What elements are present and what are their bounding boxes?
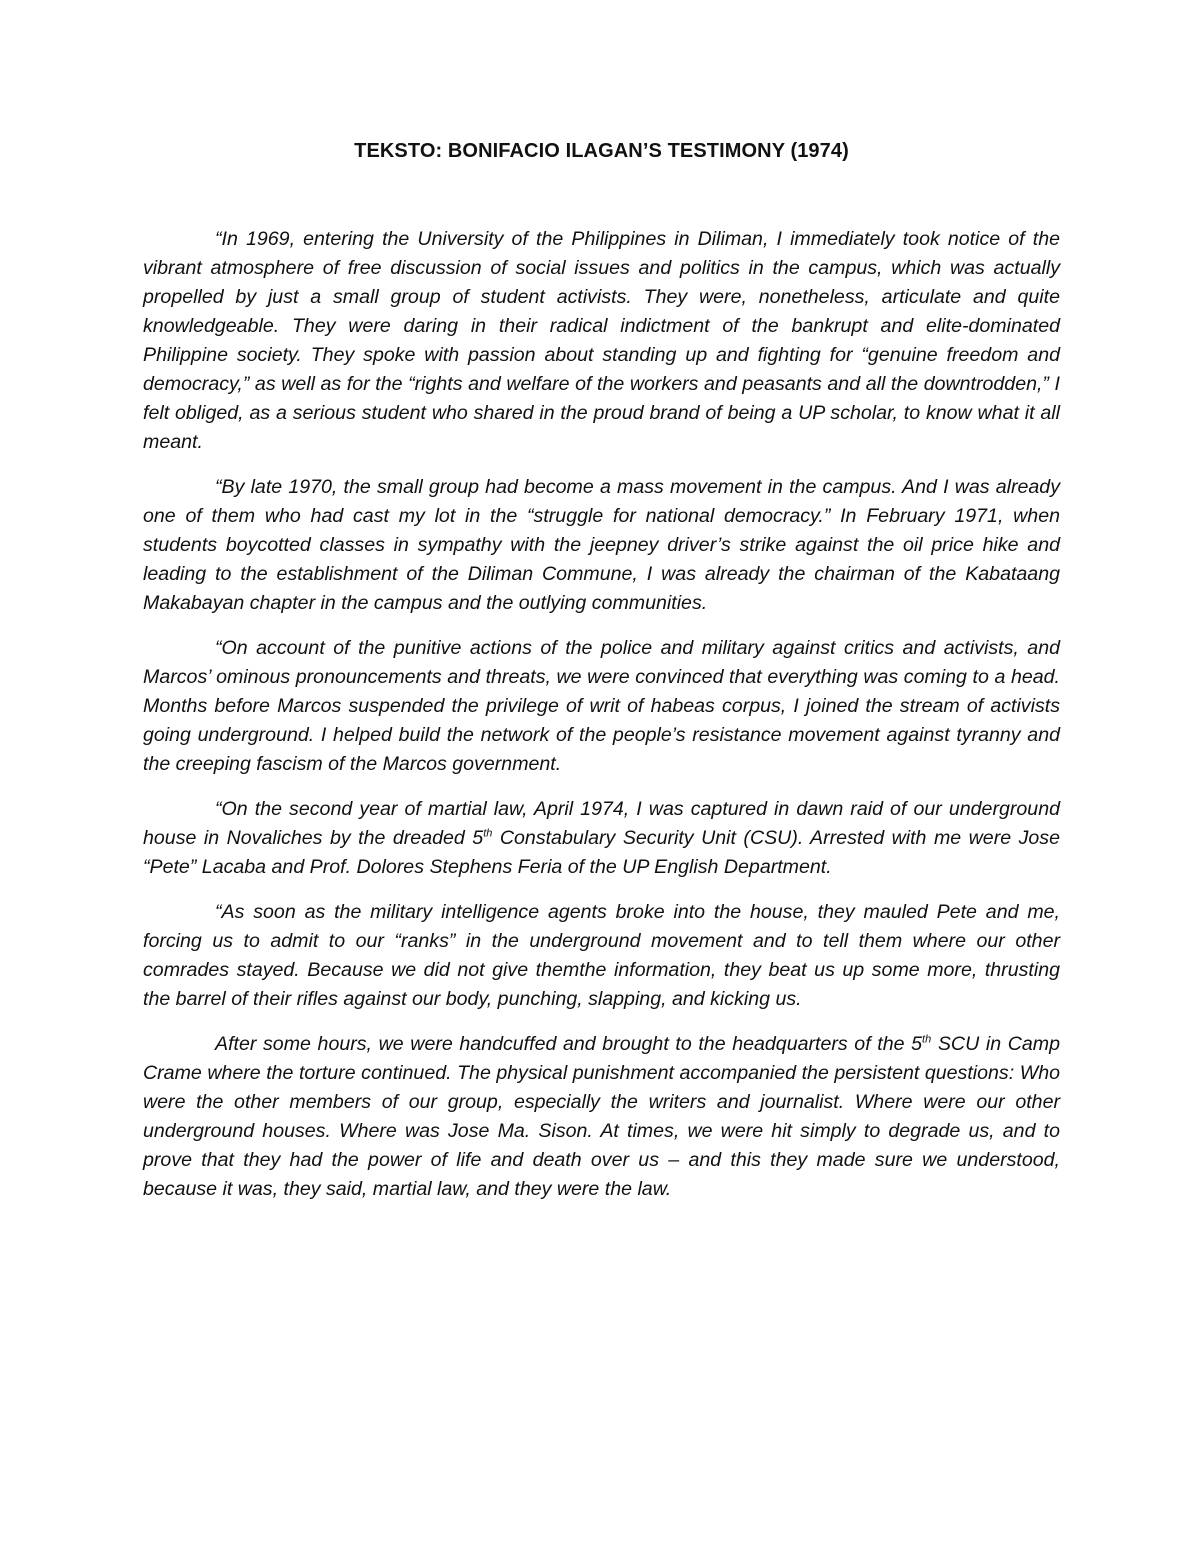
paragraph-1: “In 1969, entering the University of the Philippines in Diliman, I immediately took notice of the vibrant atmosphere of free discussion of social issues and politics in the campus, which was actually propelled by just a small group of student activists. They were, nonetheless, articulate and quite knowledgeable. They were daring in their radical indictment of the bankrupt and elite-dominated Philippine society. They spoke with passion about standing up and fighting for “genuine freedom and democracy,” as well as for the “rights and welfare of the workers and peasants and all the downtrodden,” I felt obliged, as a serious student who shared in the proud brand of being a UP scholar, to know what it all meant.	[143, 228, 1060, 453]
ordinal-superscript: th	[922, 1033, 932, 1046]
paragraph-4	[143, 795, 1060, 882]
paragraph-6-text-after: SCU in Camp Crame where the torture continued. The physical punishment accompanied the persistent questions: Who were the other members of our group, especially the writers and journalist. Where were our other underground houses. Where was Jose Ma. Sison. At times, we were hit simply to degrade us, and to prove that they had the power of life and death over us – and this they made sure we understood, because it was, they said, martial law, and they were the law.	[143, 1033, 1060, 1200]
paragraph-6	[143, 1030, 1060, 1204]
ordinal-superscript: th	[483, 827, 493, 840]
paragraph-5: “As soon as the military intelligence agents broke into the house, they mauled Pete and me, forcing us to admit to our “ranks” in the underground movement and to tell them where our other comrades stayed. Because we did not give themthe information, they beat us up some more, thrusting the barrel of their rifles against our body, punching, slapping, and kicking us.	[143, 901, 1060, 1010]
paragraph-4-text-before: “On the second year of martial law, April 1974, I was captured in dawn raid of our underground house in Novaliches by the dreaded 5	[143, 798, 1060, 849]
paragraph-4-text-after: Constabulary Security Unit (CSU). Arrested with me were Jose “Pete” Lacaba and Prof. Dolores Stephens Feria of the UP English Department.	[143, 827, 1061, 878]
document-title: TEKSTO: BONIFACIO ILAGAN’S TESTIMONY (1974)	[354, 140, 849, 162]
paragraph-2: “By late 1970, the small group had become a mass movement in the campus. And I was already one of them who had cast my lot in the “struggle for national democracy.” In February 1971, when students boycotted classes in sympathy with the jeepney driver’s strike against the oil price hike and leading to the establishment of the Diliman Commune, I was already the chairman of the Kabataang Makabayan chapter in the campus and the outlying communities.	[143, 476, 1060, 614]
paragraph-3: “On account of the punitive actions of the police and military against critics and activists, and Marcos’ ominous pronouncements and threats, we were convinced that everything was coming to a head. Months before Marcos suspended the privilege of writ of habeas corpus, I joined the stream of activists going underground. I helped build the network of the people’s resistance movement against tyranny and the creeping fascism of the Marcos government.	[143, 637, 1060, 775]
document-page	[143, 140, 1060, 1220]
paragraph-6-text-before: After some hours, we were handcuffed and brought to the headquarters of the 5	[215, 1033, 923, 1055]
